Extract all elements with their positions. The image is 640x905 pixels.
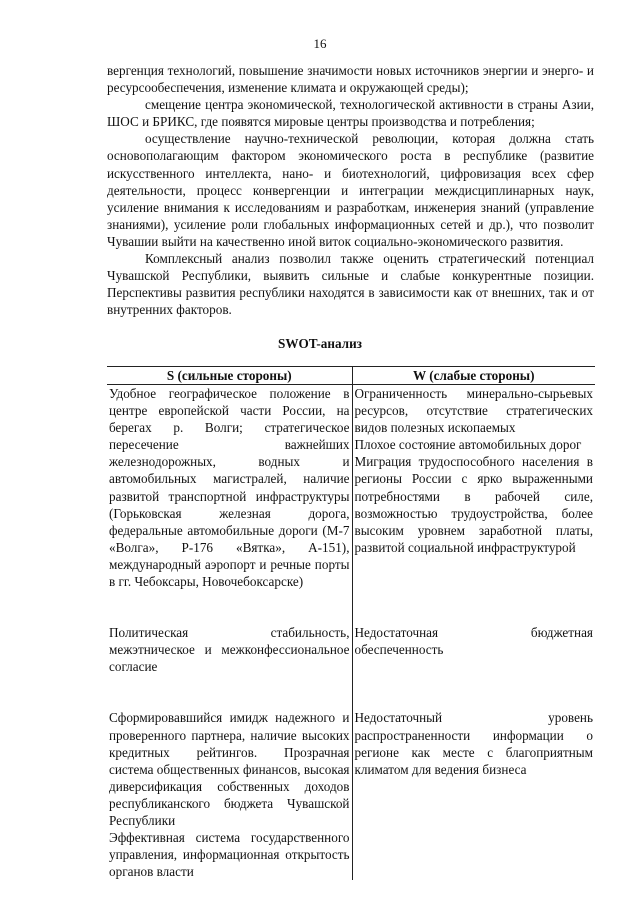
strength-item: Удобное географическое положение в центре европейской части России, на берегах р. Волги; стратегическое пересечение важнейших железнодорожных, водных и автомобильных магистралей, наличие развитой транспортной инфраструктуры (Горьковская железная дорога, федеральные автомобильные дороги (М-7 «Волга», Р-176 «Вятка», А-151), международный аэропорт и речные порты в гг. Чебоксары, Новочебоксарске)	[109, 386, 350, 590]
swot-row	[107, 385, 595, 591]
weaknesses-header: W (слабые стороны)	[352, 367, 595, 385]
strength-cell	[107, 385, 352, 591]
paragraph: вергенция технологий, повышение значимости новых источников энергии и энерго- и ресурсообеспечения, изменение климата и окружающей среды);	[107, 63, 594, 96]
body-text	[107, 62, 594, 318]
strength-item: Политическая стабильность, межэтническое и межконфессиональное согласие	[109, 625, 350, 675]
weakness-item: Миграция трудоспособного населения в регионы России с ярко выраженными потребностями в рабочей силе, возможностью трудоустройства, более высоким уровнем заработной платы, развитой социальной инфраструктурой	[354, 454, 593, 555]
swot-table	[107, 366, 595, 880]
strength-cell	[107, 709, 352, 880]
weakness-cell	[352, 624, 595, 675]
weakness-cell	[352, 709, 595, 880]
swot-header-row	[107, 367, 595, 385]
swot-row	[107, 709, 595, 880]
weakness-cell	[352, 385, 595, 591]
swot-row	[107, 624, 595, 675]
paragraph: осуществление научно-технической революции, которая должна стать основополагающим фактором экономического роста в республике (развитие искусственного интеллекта, нано- и биотехнологий, цифровизация всех сфер деятельности, процесс конвергенции и интеграции междисциплинарных наук, усиление внимания к исследованиям и разработкам, инженерия знаний (управление знаниями), усиление роли глобальных информационных сетей и др.), что позволит Чувашии выйти на качественно иной виток социально-экономического развития.	[107, 131, 594, 249]
row-spacer	[107, 590, 595, 624]
paragraph: Комплексный анализ позволил также оценить стратегический потенциал Чувашской Республики, выявить сильные и слабые конкурентные позиции. Перспективы развития республики находятся в зависимости как от внешних, так и от внутренних факторов.	[107, 251, 594, 318]
page-number: 16	[313, 36, 327, 51]
weakness-item: Плохое состояние автомобильных дорог	[354, 437, 582, 453]
strength-item: Сформировавшийся имидж надежного и проверенного партнера, наличие высоких кредитных рейтингов. Прозрачная система общественных финансов, высокая диверсификация собственных доходов республиканского бюджета Чувашской Республики	[109, 710, 350, 828]
paragraph: смещение центра экономической, технологической активности в страны Азии, ШОС и БРИКС, где появятся мировые центры производства и потребления;	[107, 97, 594, 130]
strength-cell	[107, 624, 352, 675]
row-spacer	[107, 675, 595, 709]
weakness-item: Недостаточная бюджетная обеспеченность	[354, 625, 593, 658]
weakness-item: Недостаточный уровень распространенности информации о регионе как месте с благоприятным климатом для ведения бизнеса	[354, 710, 593, 777]
strength-item: Эффективная система государственного управления, информационная открытость органов власти	[109, 830, 350, 880]
weakness-item: Ограниченность минерально-сырьевых ресурсов, отсутствие стратегических видов полезных ископаемых	[354, 386, 593, 436]
strengths-header: S (сильные стороны)	[107, 367, 352, 385]
swot-title: SWOT-анализ	[278, 336, 362, 351]
